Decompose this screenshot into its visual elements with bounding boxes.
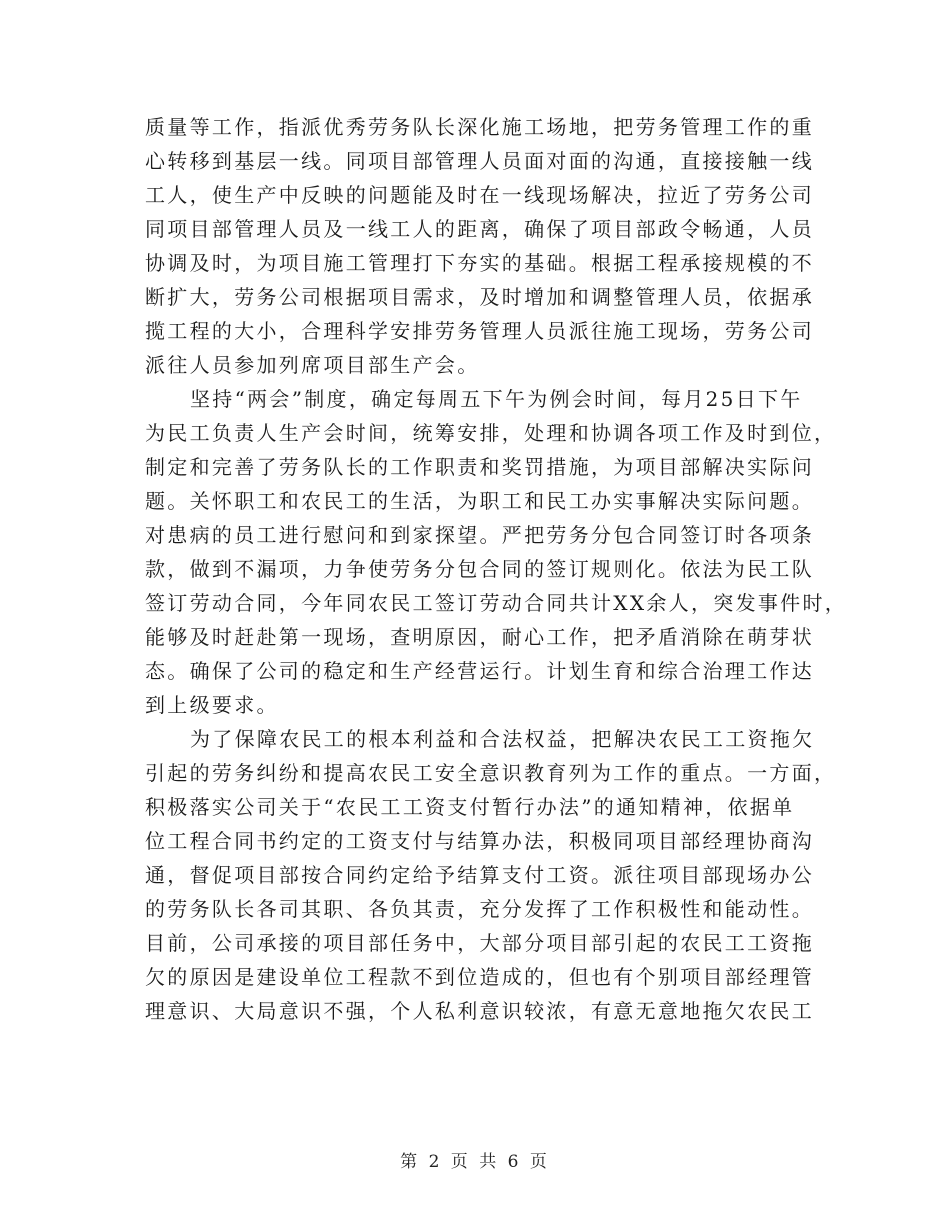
paragraph-2-line-5: 对患病的员工进行慰问和到家探望。严把劳务分包合同签订时各项条 (145, 523, 814, 547)
paragraph-3-line-4: 位工程合同书约定的工资支付与结算办法，积极同项目部经理协商沟 (145, 829, 814, 853)
paragraph-3-line-1: 为了保障农民工的根本利益和合法权益，把解决农民工工资拖欠 (190, 727, 815, 751)
paragraph-3-line-7: 目前，公司承接的项目部任务中，大部分项目部引起的农民工工资拖 (145, 931, 814, 955)
paragraph-3-line-8: 欠的原因是建设单位工程款不到位造成的，但也有个别项目部经理管 (145, 965, 814, 989)
paragraph-3-line-2: 引起的劳务纠纷和提高农民工安全意识教育列为工作的重点。一方面， (145, 761, 837, 785)
paragraph-3-line-3: 积极落实公司关于“农民工工资支付暂行办法”的通知精神，依据单 (145, 795, 795, 819)
paragraph-3-line-5: 通，督促项目部按合同约定给予结算支付工资。派往项目部现场办公 (145, 863, 814, 887)
paragraph-2-line-3: 制定和完善了劳务队长的工作职责和奖罚措施，为项目部解决实际问 (145, 455, 814, 479)
paragraph-2-line-1: 坚持“两会”制度，确定每周五下午为例会时间，每月25日下午 (190, 387, 803, 411)
paragraph-2-line-9: 态。确保了公司的稳定和生产经营运行。计划生育和综合治理工作达 (145, 659, 814, 683)
page-number-footer: 第 2 页 共 6 页 (400, 1152, 550, 1172)
paragraph-1-line-8: 派往人员参加列席项目部生产会。 (145, 353, 480, 377)
paragraph-1-line-7: 揽工程的大小，合理科学安排劳务管理人员派往施工现场，劳务公司 (145, 319, 814, 343)
paragraph-2-line-6: 款，做到不漏项，力争使劳务分包合同的签订规则化。依法为民工队 (145, 557, 814, 581)
paragraph-2-line-7: 签订劳动合同，今年同农民工签订劳动合同共计XX余人，突发事件时， (145, 591, 848, 615)
paragraph-3-line-9: 理意识、大局意识不强，个人私利意识较浓，有意无意地拖欠农民工 (145, 999, 814, 1023)
paragraph-2-line-2: 为民工负责人生产会时间，统筹安排，处理和协调各项工作及时到位， (145, 421, 837, 445)
paragraph-1-line-3: 工人，使生产中反映的问题能及时在一线现场解决，拉近了劳务公司 (145, 183, 814, 207)
paragraph-2-line-8: 能够及时赶赴第一现场，查明原因，耐心工作，把矛盾消除在萌芽状 (145, 625, 814, 649)
paragraph-1-line-5: 协调及时，为项目施工管理打下夯实的基础。根据工程承接规模的不 (145, 251, 814, 275)
paragraph-1-line-2: 心转移到基层一线。同项目部管理人员面对面的沟通，直接接触一线 (145, 149, 814, 173)
paragraph-2-line-4: 题。关怀职工和农民工的生活，为职工和民工办实事解决实际问题。 (145, 489, 814, 513)
paragraph-2-line-10: 到上级要求。 (145, 693, 279, 717)
paragraph-1-line-1: 质量等工作，指派优秀劳务队长深化施工场地，把劳务管理工作的重 (145, 115, 814, 139)
paragraph-3-line-6: 的劳务队长各司其职、各负其责，充分发挥了工作积极性和能动性。 (145, 897, 814, 921)
paragraph-1-line-4: 同项目部管理人员及一线工人的距离，确保了项目部政令畅通，人员 (145, 217, 814, 241)
paragraph-1-line-6: 断扩大，劳务公司根据项目需求，及时增加和调整管理人员，依据承 (145, 285, 814, 309)
